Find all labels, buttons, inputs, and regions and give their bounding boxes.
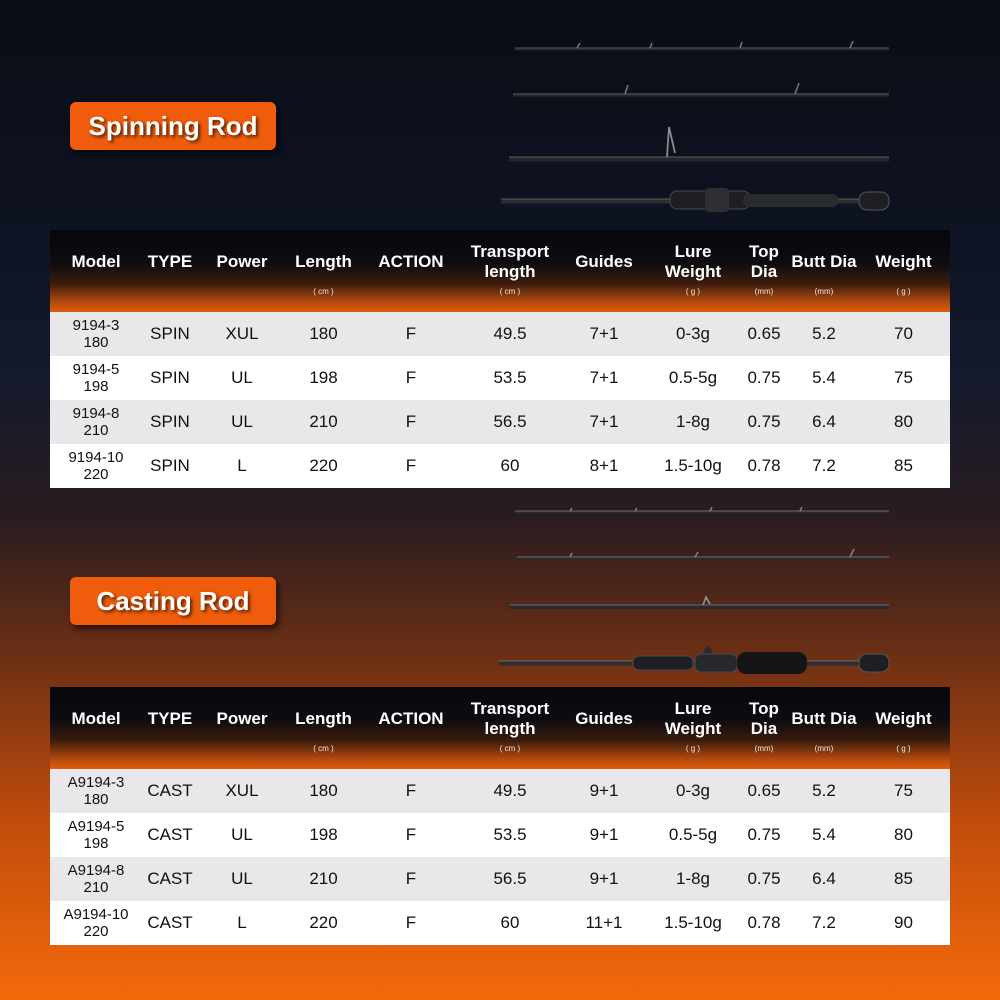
spinning-rod-badge: Spinning Rod [70, 102, 276, 150]
cell-model: A9194-3 180 [67, 774, 125, 808]
header-length: Length ( cm ) [295, 252, 352, 296]
cell-power: UL [231, 825, 253, 844]
header-butt-dia: Butt Dia (mm) [791, 709, 857, 753]
cell-top-dia: 0.75 [747, 869, 781, 888]
cell-transport: 49.5 [493, 781, 527, 800]
cell-butt-dia: 6.4 [812, 412, 836, 431]
cell-weight: 80 [894, 825, 913, 844]
cell-power: UL [231, 368, 253, 387]
cell-model: 9194-3 180 [72, 317, 120, 351]
table-row [50, 312, 950, 356]
header-type: TYPE [147, 252, 193, 271]
cell-type: CAST [147, 913, 193, 932]
cell-transport: 60 [500, 456, 520, 475]
header-top-dia: Top Dia (mm) [749, 242, 779, 296]
cell-type: SPIN [150, 456, 190, 475]
cell-top-dia: 0.65 [747, 781, 781, 800]
cell-top-dia: 0.78 [747, 913, 781, 932]
cell-action: F [405, 368, 417, 387]
cell-action: F [405, 781, 417, 800]
cell-butt-dia: 5.4 [812, 825, 836, 844]
table-row [50, 444, 950, 488]
cell-weight: 85 [894, 869, 913, 888]
cell-type: SPIN [150, 412, 190, 431]
header-model: Model [71, 252, 121, 271]
cell-type: CAST [147, 869, 193, 888]
cell-lure: 0-3g [675, 781, 711, 800]
cell-power: L [237, 913, 247, 932]
cell-guides: 8+1 [589, 456, 619, 475]
cell-type: CAST [147, 781, 193, 800]
spinning-spec-table [50, 230, 950, 488]
cell-length: 220 [309, 456, 338, 475]
cell-butt-dia: 5.2 [812, 324, 836, 343]
cell-butt-dia: 5.2 [812, 781, 836, 800]
cell-guides: 7+1 [589, 412, 619, 431]
header-lure-weight: Lure Weight ( g ) [664, 242, 722, 296]
cell-weight: 90 [894, 913, 913, 932]
cell-action: F [405, 412, 417, 431]
cell-action: F [405, 456, 417, 475]
cell-weight: 85 [894, 456, 913, 475]
header-transport-length: Transport length ( cm ) [470, 699, 550, 753]
cell-lure: 1.5-10g [664, 456, 722, 475]
cell-length: 180 [309, 324, 338, 343]
cell-lure: 0.5-5g [668, 368, 718, 387]
cell-lure: 1-8g [675, 412, 711, 431]
cell-transport: 53.5 [493, 825, 527, 844]
cell-transport: 56.5 [493, 412, 527, 431]
cell-length: 210 [309, 412, 338, 431]
cell-length: 198 [309, 368, 338, 387]
header-power: Power [216, 709, 268, 728]
cell-lure: 1.5-10g [664, 913, 722, 932]
cell-action: F [405, 324, 417, 343]
header-weight: Weight ( g ) [875, 709, 932, 753]
casting-rod-badge: Casting Rod [70, 577, 276, 625]
table-row [50, 813, 950, 857]
cell-lure: 0-3g [675, 324, 711, 343]
header-top-dia: Top Dia (mm) [749, 699, 779, 753]
table-row [50, 400, 950, 444]
cell-butt-dia: 7.2 [812, 456, 836, 475]
cell-power: XUL [225, 781, 259, 800]
cell-type: CAST [147, 825, 193, 844]
cell-top-dia: 0.75 [747, 825, 781, 844]
casting-table-header [50, 687, 950, 769]
cell-action: F [405, 913, 417, 932]
header-lure-weight: Lure Weight ( g ) [664, 699, 722, 753]
cell-power: L [237, 456, 247, 475]
header-type: TYPE [147, 709, 193, 728]
cell-guides: 7+1 [589, 324, 619, 343]
header-transport-length: Transport length ( cm ) [470, 242, 550, 296]
header-length: Length ( cm ) [295, 709, 352, 753]
cell-length: 198 [309, 825, 338, 844]
header-power: Power [216, 252, 268, 271]
cell-model: 9194-10 220 [68, 449, 124, 483]
cell-top-dia: 0.78 [747, 456, 781, 475]
header-action: ACTION [378, 709, 444, 728]
header-model: Model [71, 709, 121, 728]
cell-guides: 9+1 [589, 825, 619, 844]
table-row [50, 857, 950, 901]
cell-length: 210 [309, 869, 338, 888]
spinning-table-header [50, 230, 950, 312]
cell-top-dia: 0.65 [747, 324, 781, 343]
header-action: ACTION [378, 252, 444, 271]
cell-butt-dia: 5.4 [812, 368, 836, 387]
cell-guides: 9+1 [589, 781, 619, 800]
cell-length: 180 [309, 781, 338, 800]
cell-model: A9194-8 210 [67, 862, 125, 896]
spinning-rod-image [495, 38, 895, 218]
cell-action: F [405, 869, 417, 888]
cell-model: A9194-5 198 [67, 818, 125, 852]
header-guides: Guides [575, 252, 633, 271]
cell-model: A9194-10 220 [63, 906, 129, 940]
table-row [50, 901, 950, 945]
cell-transport: 53.5 [493, 368, 527, 387]
cell-model: 9194-5 198 [72, 361, 120, 395]
header-guides: Guides [575, 709, 633, 728]
cell-transport: 49.5 [493, 324, 527, 343]
cell-power: UL [231, 412, 253, 431]
cell-lure: 1-8g [675, 869, 711, 888]
casting-spec-table [50, 687, 950, 945]
cell-lure: 0.5-5g [668, 825, 718, 844]
cell-weight: 80 [894, 412, 913, 431]
cell-butt-dia: 7.2 [812, 913, 836, 932]
casting-rod-image [495, 500, 895, 680]
cell-length: 220 [309, 913, 338, 932]
cell-action: F [405, 825, 417, 844]
cell-transport: 60 [500, 913, 520, 932]
header-butt-dia: Butt Dia (mm) [791, 252, 857, 296]
cell-type: SPIN [150, 324, 190, 343]
table-row [50, 356, 950, 400]
cell-transport: 56.5 [493, 869, 527, 888]
header-weight: Weight ( g ) [875, 252, 932, 296]
cell-guides: 11+1 [585, 913, 623, 932]
cell-weight: 75 [894, 781, 913, 800]
cell-type: SPIN [150, 368, 190, 387]
cell-top-dia: 0.75 [747, 412, 781, 431]
cell-butt-dia: 6.4 [812, 869, 836, 888]
cell-top-dia: 0.75 [747, 368, 781, 387]
cell-guides: 9+1 [589, 869, 619, 888]
cell-weight: 70 [894, 324, 913, 343]
cell-model: 9194-8 210 [72, 405, 120, 439]
cell-guides: 7+1 [589, 368, 619, 387]
cell-power: UL [231, 869, 253, 888]
cell-weight: 75 [894, 368, 913, 387]
table-row [50, 769, 950, 813]
cell-power: XUL [225, 324, 259, 343]
